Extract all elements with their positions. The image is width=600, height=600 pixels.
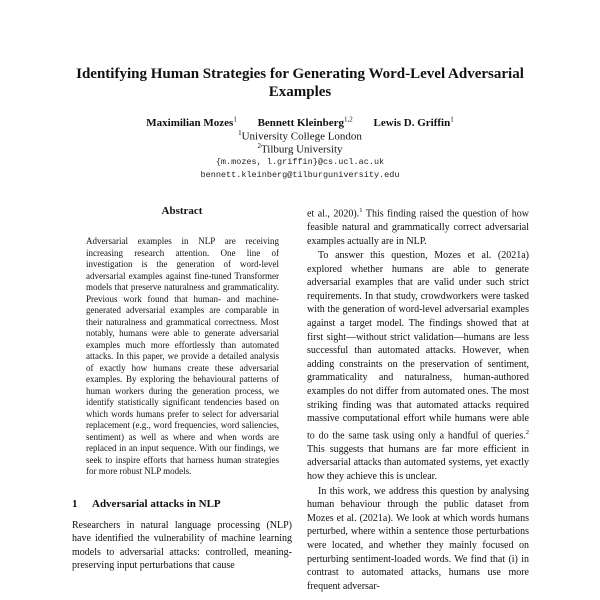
paragraph: et al., 2020).$^1$ This finding raised the question of how feasible natural and grammatically correct adversarial examples actually are in NLP. <box>307 207 529 247</box>
author: Lewis D. Griffin$^1$ <box>373 115 454 129</box>
author: Bennett Kleinberg$^{1,2}$ <box>257 115 353 129</box>
affiliation: $^2$Tilburg University <box>257 142 343 156</box>
abstract-text: Adversarial examples in NLP are receiving increasing research attention. One line of investigation is the generation of word-level adversarial examples against fine-tuned Transformer models that preserve naturalness and grammaticality. Previous work found that human- and machine-generated adversarial examples are comparable in their naturalness and grammatical correctness. Most notably, humans were able to generate adversarial examples much more effortlessly than automated attacks. In this paper, we provide a detailed analysis of exactly how humans create these adversarial examples. By exploring the behavioural patterns of human workers during the generation process, we identify statistically significant tendencies based on which words humans prefer to select for adversarial replacement (e.g., word frequencies, word saliencies, sentiment) as well as where and when words are replaced in an input sequence. With our findings, we seek to inspire efforts that harness human strategies for more robust NLP models. <box>86 236 279 476</box>
paragraph: In this work, we address this question by analysing human behaviour through the public dataset from Mozes et al. (2021a). We look at which words humans perturbed, where within a sentence those perturbations were located, and whether they mainly focused on perturbing sentiment-loaded words. We find that (i) in contrast to automated attacks, humans use more frequent adversar- <box>307 485 529 592</box>
paper-title: Identifying Human Strategies for Generating Word-Level Adversarial Examples <box>76 66 524 100</box>
left-column <box>72 204 292 573</box>
right-column <box>307 204 529 593</box>
paragraph: To answer this question, Mozes et al. (2021a) explored whether humans are able to generate adversarial examples that are valid under such strict requirements. In that study, crowdworkers were tasked with the generation of word-level adversarial examples against a target model. The findings showed that at first sight—without strict validation—humans are less successful than automated attacks. However, when adding constraints on the preservation of sentiment, grammaticality and naturalness, human-authored examples do not differ from automated ones. The most striking finding was that automated attacks required massive computational effort while humans were able to do the same task using only a handful of queries.$^2$ This suggests that humans are far more efficient in adversarial attacks than automated systems, yet exactly how they achieve this is unclear. <box>307 250 529 482</box>
affiliation: $^1$University College London <box>238 129 362 143</box>
section-text: Researchers in natural language processing (NLP) have identified the vulnerability of machine learning models to adversarial attacks: controlled, meaning-preserving input perturbations that cause <box>72 519 292 572</box>
author-email: {m.mozes, l.griffin}@cs.ucl.ac.uk <box>215 157 385 167</box>
footnote-marker: 2 <box>525 428 529 436</box>
section-heading: 1 Adversarial attacks in NLP <box>72 497 221 510</box>
footnote-marker: 1 <box>359 207 363 214</box>
author: Maximilian Mozes$^1$ <box>146 115 237 129</box>
author-email: bennett.kleinberg@tilburguniversity.edu <box>200 170 400 180</box>
abstract-heading: Abstract <box>161 205 203 217</box>
